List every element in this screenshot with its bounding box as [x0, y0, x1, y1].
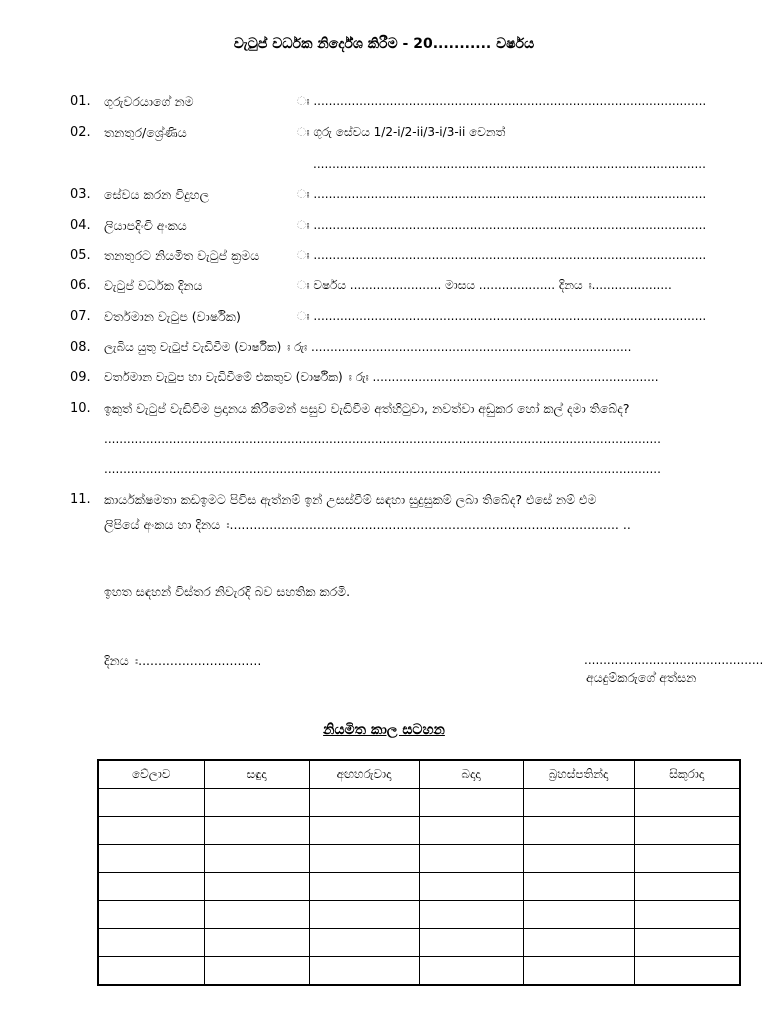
field-number: 02. [70, 125, 91, 140]
table-cell[interactable] [204, 957, 309, 986]
table-row [98, 929, 740, 957]
table-row [98, 873, 740, 901]
table-cell[interactable] [523, 929, 634, 957]
field-value-teacher-name[interactable]: ඃ ....................................................................................................... [297, 94, 707, 108]
table-cell[interactable] [634, 957, 740, 986]
table-cell[interactable] [419, 817, 523, 845]
table-cell[interactable] [523, 845, 634, 873]
table-cell[interactable] [204, 873, 309, 901]
table-cell[interactable] [204, 817, 309, 845]
table-cell[interactable] [309, 817, 419, 845]
table-cell[interactable] [98, 789, 204, 817]
form-title: වැටුප් වර්ධක නිර්දේශ කිරීම - 20........... වර්ෂය [233, 36, 535, 52]
signature-line[interactable]: ............................................... [584, 653, 764, 667]
field-number: 11. [70, 492, 91, 507]
table-row [98, 789, 740, 817]
question-10-text: ඉකුත් වැටුප් වැඩිවීම ප්‍රදානය කිරීමෙන් පසුව වැඩිවීම අත්හිටුවා, නවත්වා අඩුකර හෝ කල් දමා තිබේද? [104, 401, 630, 416]
table-cell[interactable] [309, 873, 419, 901]
field-number: 08. [70, 340, 91, 355]
column-header-tuesday: අඟහරුවාදා [309, 760, 419, 789]
column-header-time: වේලාව [98, 760, 204, 789]
field-number: 05. [70, 248, 91, 263]
table-cell[interactable] [309, 957, 419, 986]
table-cell[interactable] [634, 901, 740, 929]
field-number: 06. [70, 278, 91, 293]
table-cell[interactable] [634, 817, 740, 845]
table-cell[interactable] [309, 901, 419, 929]
question-11-text: කාර්යක්ෂමතා කඩඉමට පිවිස ඇත්නම් ඉන් උසස්වීම් සඳහා සුදුසුකම් ලබා තිබේද? එසේ නම් එම [104, 492, 597, 507]
field-number: 01. [70, 94, 91, 109]
table-row [98, 817, 740, 845]
table-cell[interactable] [204, 901, 309, 929]
table-cell[interactable] [419, 957, 523, 986]
table-cell[interactable] [98, 873, 204, 901]
field-value-increment-date[interactable]: ඃ වර්ෂය ........................ මාසය .................... දිනය ඃ..................... [297, 278, 672, 292]
field-number: 09. [70, 370, 91, 385]
table-cell[interactable] [98, 957, 204, 986]
field-number: 10. [70, 401, 91, 416]
schedule-body [98, 789, 740, 986]
table-cell[interactable] [634, 929, 740, 957]
table-cell[interactable] [419, 845, 523, 873]
field-number: 03. [70, 187, 91, 202]
column-header-friday: සිකුරාදා [634, 760, 740, 789]
field-value-registration[interactable]: ඃ ....................................................................................................... [297, 218, 707, 232]
table-cell[interactable] [634, 789, 740, 817]
field-label-salary-total[interactable]: වර්තමාන වැටුප හා වැඩිවීමේ එකතුව (වාර්ෂික) ඃ රුඃ ........................................................................... [104, 370, 659, 384]
table-cell[interactable] [98, 929, 204, 957]
table-cell[interactable] [419, 873, 523, 901]
field-label-increment-date: වැටුප් වර්ධක දිනය [104, 278, 203, 293]
question-10-answer-line[interactable]: .................................................................................................................................................. [104, 432, 661, 446]
field-value-school[interactable]: ඃ ....................................................................................................... [297, 187, 707, 201]
table-cell[interactable] [523, 957, 634, 986]
field-label-salary-increase[interactable]: ලැබිය යුතු වැටුප් වැඩිවීම (වාර්ෂික) ඃ රුඃ .................................................................................... [104, 340, 632, 354]
table-row [98, 957, 740, 986]
column-header-thursday: බ්‍රහස්පතින්දා [523, 760, 634, 789]
table-cell[interactable] [419, 901, 523, 929]
table-cell[interactable] [419, 789, 523, 817]
field-value-salary-scale[interactable]: ඃ ....................................................................................................... [297, 248, 707, 262]
field-label-registration: ලියාපදිංචි අංකය [104, 218, 187, 233]
table-cell[interactable] [634, 845, 740, 873]
table-cell[interactable] [204, 789, 309, 817]
question-11-answer-line[interactable]: ලිපියේ අංකය හා දිනය ඃ.................................................................................................. .. [104, 517, 631, 532]
field-number: 04. [70, 218, 91, 233]
table-cell[interactable] [98, 901, 204, 929]
field-label-teacher-name: ගුරුවරයාගේ නම [104, 94, 194, 109]
field-number: 07. [70, 309, 91, 324]
column-header-monday: සඳුදා [204, 760, 309, 789]
field-value-current-salary[interactable]: ඃ ....................................................................................................... [297, 309, 707, 323]
table-cell[interactable] [309, 845, 419, 873]
schedule-header-row [98, 760, 740, 789]
table-cell[interactable] [523, 873, 634, 901]
table-cell[interactable] [204, 845, 309, 873]
table-cell[interactable] [98, 817, 204, 845]
table-row [98, 901, 740, 929]
signature-label: අයදුම්කරුගේ අත්සන [586, 670, 697, 685]
field-label-school: සේවය කරන විදුහල [104, 187, 210, 202]
column-header-wednesday: බදාදා [419, 760, 523, 789]
field-value-grade-other[interactable]: ....................................................................................................... [313, 157, 706, 171]
table-cell[interactable] [634, 873, 740, 901]
certification-statement: ඉහත සඳහන් විස්තර නිවැරදි බව සහතික කරමි. [104, 584, 351, 599]
table-cell[interactable] [523, 789, 634, 817]
table-cell[interactable] [309, 789, 419, 817]
table-cell[interactable] [98, 845, 204, 873]
date-field[interactable]: දිනය ඃ............................... [104, 653, 262, 668]
table-cell[interactable] [523, 901, 634, 929]
table-cell[interactable] [309, 929, 419, 957]
table-cell[interactable] [523, 817, 634, 845]
table-row [98, 845, 740, 873]
field-value-grade[interactable]: ඃ ගුරු සේවය 1/2-i/2-ii/3-i/3-ii වෙනත් [297, 125, 506, 139]
field-label-grade: තනතුර/ශ්‍රේණිය [104, 125, 187, 140]
field-label-current-salary: වර්තමාන වැටුප (වාර්ෂික) [104, 309, 241, 324]
table-cell[interactable] [419, 929, 523, 957]
schedule-title: නියමිත කාල සටහන [323, 722, 445, 738]
field-label-salary-scale: තනතුරට නියමිත වැටුප් ක්‍රමය [104, 248, 260, 263]
table-cell[interactable] [204, 929, 309, 957]
question-10-answer-line[interactable]: .................................................................................................................................................. [104, 462, 661, 476]
schedule-table [97, 759, 741, 986]
